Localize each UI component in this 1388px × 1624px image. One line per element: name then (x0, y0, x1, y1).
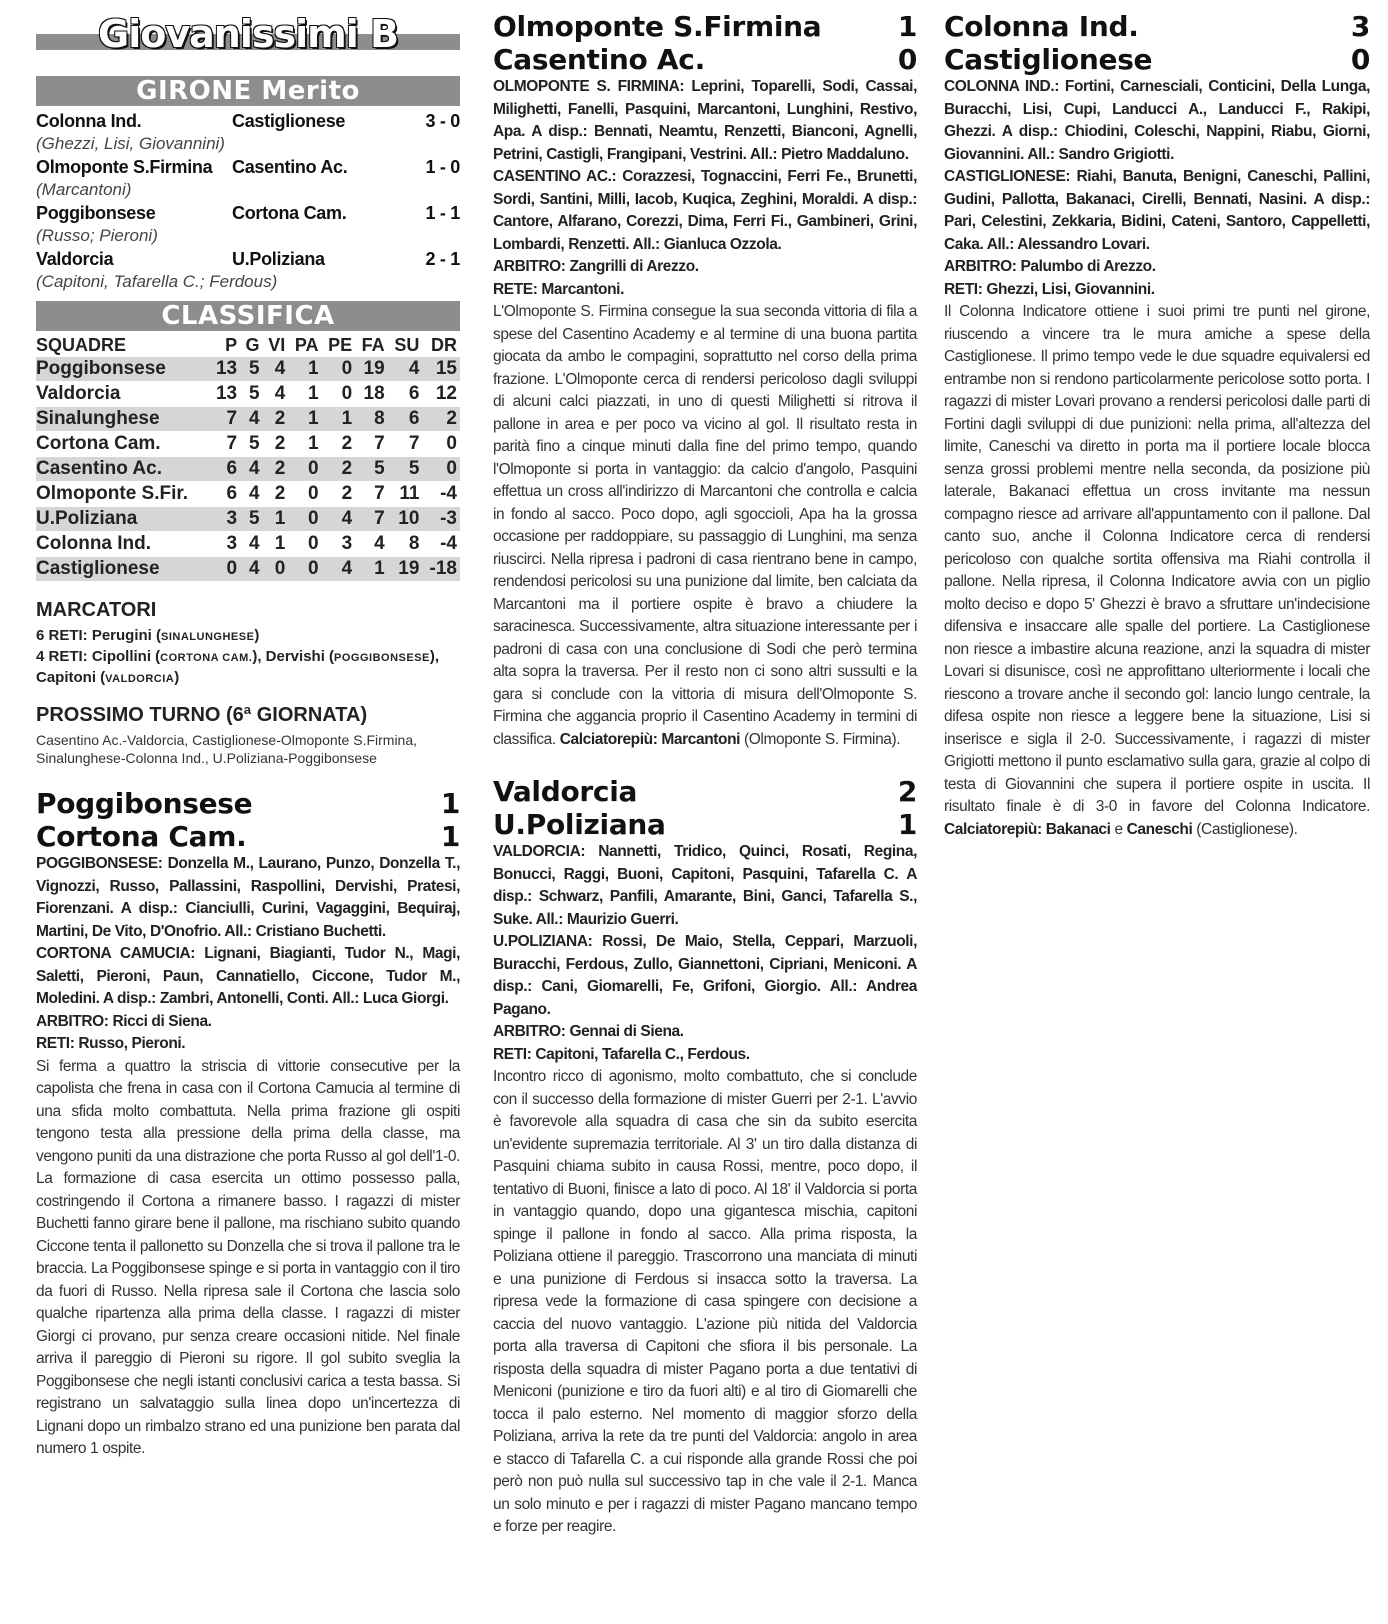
standings-row (36, 407, 460, 432)
stat-cell: 4 (240, 407, 262, 432)
stat-cell: 15 (422, 357, 460, 382)
prossimo-heading: PROSSIMO TURNO (6ª GIORNATA) (36, 704, 368, 726)
stat-cell: 4 (322, 557, 356, 582)
column-middle (493, 10, 917, 1539)
stat-cell: 10 (388, 507, 423, 532)
stat-cell: 12 (422, 382, 460, 407)
standings-row (36, 482, 460, 507)
col-header: DR (431, 334, 457, 355)
marcatori-text: ) (174, 669, 180, 686)
team-name: U.Poliziana (36, 507, 210, 532)
result-away: U.Poliziana (232, 249, 325, 269)
column-left (36, 10, 460, 1461)
result-scorers: (Ghezzi, Lisi, Giovannini) (36, 134, 225, 153)
stat-cell: 0 (288, 457, 321, 482)
home-lineup: COLONNA IND.: Fortini, Carnesciali, Conticini, Della Lunga, Buracchi, Lisi, Cupi, Landucci A., Landucci F., Rakipi, Ghezzi. A disp.: Chiodini, Coleschi, Nappini, Riabu, Giorni, Giovannini. All.: Sandro Grigiotti. (944, 78, 1370, 163)
page-title: Giovanissimi B (98, 12, 398, 56)
result-item (36, 202, 460, 247)
match-away: Cortona Cam. (36, 820, 247, 853)
stat-cell: 0 (288, 482, 321, 507)
home-lineup: POGGIBONSESE: Donzella M., Laurano, Punzo, Donzella T., Vignozzi, Russo, Pallassini, Raspollini, Dervishi, Pratesi, Fiorenzani. A disp.: Cianciulli, Curini, Vagaggini, Bequiraj, Martini, De Vito, D'Onofrio. All.: Cristiano Buchetti. (36, 855, 460, 940)
marcatori-heading: MARCATORI (36, 599, 157, 621)
standings-row (36, 357, 460, 382)
stat-cell: 1 (263, 532, 289, 557)
stat-cell: 3 (210, 532, 240, 557)
stat-cell: 4 (240, 457, 262, 482)
stat-cell: 1 (288, 382, 321, 407)
match-home: Olmoponte S.Firmina (493, 10, 822, 43)
team-name: Colonna Ind. (36, 532, 210, 557)
stat-cell: 7 (355, 482, 388, 507)
stat-cell: 8 (355, 407, 388, 432)
stat-cell: 2 (322, 457, 356, 482)
match-away-line (493, 43, 917, 76)
result-item (36, 248, 460, 293)
match-home-score: 1 (440, 787, 460, 820)
stat-cell: 6 (388, 407, 423, 432)
marcatori-team: SINALUNGHESE (161, 631, 255, 643)
stat-cell: 13 (210, 382, 240, 407)
stat-cell: 0 (210, 557, 240, 582)
match-away-score: 0 (1350, 43, 1370, 76)
marcatori-team: POGGIBONSESE (334, 652, 430, 664)
team-name: Olmoponte S.Fir. (36, 482, 210, 507)
stat-cell: 5 (240, 357, 262, 382)
stat-cell: 19 (355, 357, 388, 382)
calc-and: e (1114, 820, 1123, 838)
stat-cell: 6 (210, 482, 240, 507)
marcatori-line (36, 647, 460, 668)
match-home-line (944, 10, 1370, 43)
result-score: 3 - 0 (425, 111, 460, 131)
result-score: 2 - 1 (425, 249, 460, 269)
match-report (493, 301, 917, 751)
page-title-block (36, 12, 460, 56)
result-away: Cortona Cam. (232, 203, 347, 223)
marcatori-text: ) (254, 627, 260, 644)
team-name: Poggibonsese (36, 357, 210, 382)
match-home-line (493, 775, 917, 808)
result-item (36, 156, 460, 201)
stat-cell: 0 (422, 457, 460, 482)
away-lineup: U.POLIZIANA: Rossi, De Maio, Stella, Ceppari, Marzuoli, Buracchi, Ferdous, Zullo, Giannettoni, Cipriani, Meniconi. A disp.: Cani, Giomarelli, Fe, Grifoni, Giorgio. All.: Andrea Pagano. (493, 933, 917, 1018)
match-report: Incontro ricco di agonismo, molto combattuto, che si conclude con il successo della formazione di mister Guerri per 2-1. L'avvio è favorevole alla squadra di casa che sin da subito esercita un'evidente supremazia territoriale. Al 3' un tiro dalla distanza di Pasquini chiama subito in causa Rossi, mentre, poco dopo, il tentativo di Buoni, finisce a lato di poco. Al 18' il Valdorcia si porta in vantaggio quando, dopo una gigantesca mischia, capitoni spinge il pallone in fondo al sacco. Alla prima risposta, la Poliziana ottiene il pareggio. Trascorrono una manciata di minuti e una punizione di Ferdous si insacca sotto la traversa. La ripresa vede la formazione di casa spingere con decisione a caccia del nuovo vantaggio. L'azione più nitida del Valdorcia porta alla traversa di Capitoni che sfiora il bis personale. La risposta della squadra di mister Pagano porta a due tentativi di Meniconi (punizione e tiro da fuori alti) e al tiro di Giomarelli che tocca il palo esterno. Nel momento di maggior sforzo della Poliziana, arriva la rete da tre punti del Valdorcia: angolo in area e stacco di Tafarella C. a cui risponde alla grande Rossi che poi però non può nulla sul successivo tap in che vale il 2-1. Manca un solo minuto e per i ragazzi di mister Pagano mancano tempo e forze per reagire. (493, 1068, 917, 1535)
col-header: VI (268, 334, 286, 355)
stat-cell: 0 (288, 532, 321, 557)
team-name: Casentino Ac. (36, 457, 210, 482)
report-text: Il Colonna Indicatore ottiene i suoi primi tre punti nel girone, riuscendo a vincere tra le mura amiche a spese della Castiglionese. Il primo tempo vede le due squadre equivalersi ed entrambe non si rendono particolarmente pericolose sotto porta. I ragazzi di mister Lovari provano a rendersi pericolosi dalle parti di Fortini dagli sviluppi di due punizioni: nella prima, all'altezza del limite, Caneschi va diretto in porta ma il portiere locale blocca senza grossi problemi mentre nella seconda, da posizione più laterale, Bakanaci effettua un cross invitante ma nessun compagno riesce ad arrivare all'appuntamento con il pallone. Dal canto suo, anche il Colonna Indicatore cerca di rendersi pericoloso con qualche sortita offensiva ma Riahi controlla il pallone. Nella ripresa, il Colonna Indicatore avvia con un piglio molto deciso e dopo 5' Ghezzi è bravo a sfruttare un'indecisione difensiva e insaccare alle spalle del portiere. La Castiglionese non riesce a imbastire alcuna reazione, anzi la squadra di mister Lovari si disunisce, così ne approfittano ulteriormente i locali che riescono a trovare anche il secondo gol: lancio lungo centrale, la difesa ospite non riesce a leggere bene la situazione, Lisi si inserisce e sigla il 2-0. Successivamente, i ragazzi di mister Grigiotti mettono il punto esclamativo sulla gara, grazie al colpo di testa di Giovannini che supera il portiere ospite in uscita. Il risultato finale è di 3-0 in favore del Colonna Indicatore. (944, 303, 1370, 815)
match-away: Casentino Ac. (493, 43, 705, 76)
stat-cell: 5 (240, 382, 262, 407)
match-away-line (36, 820, 460, 853)
stat-cell: 4 (240, 557, 262, 582)
marcatori-text: Capitoni ( (36, 669, 106, 686)
stat-cell: 1 (322, 407, 356, 432)
stat-cell: 4 (263, 382, 289, 407)
stat-cell: 7 (210, 407, 240, 432)
calc-name: Caneschi (1126, 820, 1193, 838)
stat-cell: 0 (322, 382, 356, 407)
marcatori-line (36, 668, 460, 689)
marcatori-team: CORTONA CAM. (160, 652, 253, 664)
stat-cell: 5 (355, 457, 388, 482)
standings-row (36, 507, 460, 532)
away-lineup: CASTIGLIONESE: Riahi, Banuta, Benigni, Caneschi, Pallini, Gudini, Pallotta, Bakanaci, Cirelli, Bennati, Nasini. A disp.: Pari, Celestini, Zekkaria, Bidini, Cateni, Santoro, Cappelletti, Caka. All.: Alessandro Lovari. (944, 168, 1370, 253)
match-home-line (493, 10, 917, 43)
result-scorers: (Capitoni, Tafarella C.; Ferdous) (36, 272, 278, 291)
goals: RETI: Capitoni, Tafarella C., Ferdous. (493, 1045, 750, 1063)
stat-cell: 4 (240, 482, 262, 507)
result-scorers: (Marcantoni) (36, 180, 132, 199)
stat-cell: 0 (288, 507, 321, 532)
away-lineup: CASENTINO AC.: Corazzesi, Tognaccini, Ferri Fe., Brunetti, Sordi, Santini, Milli, Iacob, Kuqica, Zeghini, Moraldi. A disp.: Cantore, Alfarano, Corezzi, Dima, Ferri Fi., Gambineri, Grini, Lombardi, Renzetti. All.: Gianluca Ozzola. (493, 168, 917, 253)
stat-cell: 7 (355, 432, 388, 457)
referee: ARBITRO: Zangrilli di Arezzo. (493, 258, 699, 275)
calc-name: Marcantoni (661, 730, 741, 748)
stat-cell: 7 (210, 432, 240, 457)
stat-cell: 0 (322, 357, 356, 382)
col-header: G (245, 334, 260, 355)
stat-cell: 1 (288, 357, 321, 382)
stat-cell: 1 (288, 407, 321, 432)
marcatori-team: VALDORCIA (105, 673, 175, 685)
team-name: Valdorcia (36, 382, 210, 407)
classifica-band: CLASSIFICA (36, 301, 460, 331)
column-right (944, 10, 1370, 841)
col-header: FA (361, 334, 385, 355)
referee: ARBITRO: Palumbo di Arezzo. (944, 258, 1156, 275)
col-header: PA (294, 334, 319, 355)
match-home-score: 3 (1350, 10, 1370, 43)
col-header: P (225, 334, 238, 355)
result-item (36, 110, 460, 155)
stat-cell: 2 (263, 457, 289, 482)
marcatori-text: 4 RETI: Cipollini ( (36, 648, 161, 665)
marcatori-line (36, 626, 460, 647)
goals: RETI: Ghezzi, Lisi, Giovannini. (944, 280, 1155, 298)
stat-cell: 4 (263, 357, 289, 382)
referee: ARBITRO: Gennai di Siena. (493, 1023, 684, 1040)
standings-table (36, 333, 460, 582)
result-away: Casentino Ac. (232, 157, 348, 177)
stat-cell: 1 (355, 557, 388, 582)
match-away: Castiglionese (944, 43, 1153, 76)
stat-cell: 3 (210, 507, 240, 532)
standings-row (36, 457, 460, 482)
home-lineup: OLMOPONTE S. FIRMINA: Leprini, Toparelli, Sodi, Cassai, Milighetti, Fanelli, Pasquini, Marcantoni, Lunghini, Restivo, Apa. A disp.: Bennati, Neamtu, Renzetti, Bianconi, Agnelli, Petrini, Castigli, Frangipani, Vestrini. All.: Pietro Maddaluno. (493, 78, 917, 163)
match-report: Si ferma a quattro la striscia di vittorie consecutive per la capolista che frena in casa con il Cortona Camucia al termine di una sfida molto combattuta. Nella prima frazione gli ospiti tengono testa alla pressione della prima della classe, ma vengono puniti da una distrazione che porta Russo al gol dell'1-0. La formazione di casa esercita un ottimo possesso palla, costringendo il Cortona a rimanere basso. I ragazzi di mister Buchetti fanno girare bene il pallone, ma rischiano subito quando Ciccone tenta il pallonetto su Donzella che si trova il pallone tra le braccia. La Poggibonsese spinge e si porta in vantaggio con il tiro da fuori di Russo. Nella ripresa sale il Cortona che lascia solo qualche ripartenza alla prima della classe. I ragazzi di mister Giorgi ci provano, pur senza creare occasioni nitide. Nel finale arriva il pareggio di Pieroni su rigore. Il gol subito sveglia la Poggibonsese che negli istanti conclusivi carica a testa bassa. Si registrano un salvataggio sulla linea dopo un'incertezza di Lignani dopo un rimbalzo strano ed una punizione ben parata dal numero 1 ospite. (36, 1057, 460, 1457)
team-name: Sinalunghese (36, 407, 210, 432)
stat-cell: 2 (263, 482, 289, 507)
match-vald (493, 775, 917, 1539)
result-home: Olmoponte S.Firmina (36, 157, 213, 177)
stat-cell: 5 (240, 507, 262, 532)
calc-name: Bakanaci (1045, 820, 1111, 838)
match-home: Colonna Ind. (944, 10, 1139, 43)
stat-cell: 6 (210, 457, 240, 482)
prossimo-text: Casentino Ac.-Valdorcia, Castiglionese-Olmoponte S.Firmina, Sinalunghese-Colonna Ind., U.Poliziana-Poggibonsese (36, 732, 418, 766)
marcatori-text: ), Dervishi ( (252, 648, 335, 665)
match-home-line (36, 787, 460, 820)
stat-cell: 0 (288, 557, 321, 582)
standings-row (36, 532, 460, 557)
stat-cell: 18 (355, 382, 388, 407)
stat-cell: 2 (322, 432, 356, 457)
results-list (36, 110, 460, 293)
stat-cell: 0 (422, 432, 460, 457)
referee: ARBITRO: Ricci di Siena. (36, 1012, 212, 1030)
goals: RETI: Russo, Pieroni. (36, 1035, 186, 1052)
match-away-score: 0 (897, 43, 917, 76)
match-home: Poggibonsese (36, 787, 253, 820)
calc-label: Calciatorepiù: (944, 820, 1042, 838)
col-header: PE (328, 334, 353, 355)
stat-cell: 4 (240, 532, 262, 557)
result-home: Poggibonsese (36, 203, 156, 223)
calc-team: (Olmoponte S. Firmina). (744, 730, 901, 748)
match-home: Valdorcia (493, 775, 638, 808)
calc-label: Calciatorepiù: (559, 730, 658, 748)
col-header: SU (394, 334, 420, 355)
stat-cell: 1 (288, 432, 321, 457)
stat-cell: 5 (388, 457, 423, 482)
team-name: Castiglionese (36, 557, 210, 582)
col-header: SQUADRE (36, 334, 127, 355)
match-home-score: 1 (897, 10, 917, 43)
stat-cell: 4 (322, 507, 356, 532)
stat-cell: 4 (355, 532, 388, 557)
stat-cell: 2 (263, 407, 289, 432)
result-away: Castiglionese (232, 111, 346, 131)
result-score: 1 - 1 (425, 203, 460, 223)
stat-cell: -3 (422, 507, 460, 532)
match-away-line (493, 808, 917, 841)
stat-cell: 0 (263, 557, 289, 582)
stat-cell: 6 (388, 382, 423, 407)
result-score: 1 - 0 (425, 157, 460, 177)
home-lineup: VALDORCIA: Nannetti, Tridico, Quinci, Rosati, Regina, Bonucci, Raggi, Buoni, Capitoni, Pasquini, Tafarella C. A disp.: Schwarz, Panfili, Amarante, Bini, Ganci, Tafarella S., Suke. All.: Maurizio Guerri. (493, 843, 917, 928)
report-text: L'Olmoponte S. Firmina consegue la sua seconda vittoria di fila a spese del Casentino Academy e al termine di una buona partita giocata da ambo le compagini, soprattutto nel corso della prima frazione. L'Olmoponte cerca di rendersi pericoloso dagli sviluppi di alcuni calci piazzati, in uno di questi Milighetti si ritrova il pallone in area e per poco va vicino al gol. Il risultato resta in parità fino a cinque minuti dalla fine del primo tempo, quando l'Olmoponte si porta in vantaggio: da calcio d'angolo, Pasquini effettua un cross all'indirizzo di Marcantoni che controlla e calcia in fondo al sacco. Poco dopo, agli sgoccioli, Apa ha la grossa occasione per raddoppiare, su passaggio di Lunghini, ma senza riuscirci. Nella ripresa i padroni di casa rientrano bene in campo, rendendosi pericolosi su una punizione dal limite, ben calciata da Marcantoni ma il portiere ospite è bravo a chiudere la saracinesca. Successivamente, altra situazione interessante per i padroni di casa con una conclusione di Sodi che però termina alta sopra la traversa. Per il resto non ci sono altri sussulti e la gara si conclude con la vittoria di misura dell'Olmoponte S. Firmina che aggancia proprio il Casentino Academy in termini di classifica. (493, 303, 917, 748)
away-lineup: CORTONA CAMUCIA: Lignani, Biagianti, Tudor N., Magi, Saletti, Pieroni, Paun, Cannatiello, Ciccone, Tudor M., Moledini. A disp.: Zambri, Antonelli, Conti. All.: Luca Giorgi. (36, 945, 460, 1007)
match-away-score: 1 (897, 808, 917, 841)
stat-cell: 2 (263, 432, 289, 457)
standings-header (36, 333, 460, 357)
result-home: Colonna Ind. (36, 111, 142, 131)
stat-cell: 5 (240, 432, 262, 457)
match-pogg (36, 787, 460, 1461)
stat-cell: -4 (422, 482, 460, 507)
team-name: Cortona Cam. (36, 432, 210, 457)
stat-cell: -4 (422, 532, 460, 557)
stat-cell: 8 (388, 532, 423, 557)
match-home-score: 2 (897, 775, 917, 808)
stat-cell: 13 (210, 357, 240, 382)
standings-body (36, 357, 460, 582)
marcatori-text: ), (429, 648, 440, 665)
match-away-score: 1 (440, 820, 460, 853)
stat-cell: 1 (263, 507, 289, 532)
match-colo (944, 10, 1370, 841)
result-home: Valdorcia (36, 249, 114, 269)
stat-cell: 11 (388, 482, 423, 507)
marcatori-text: 6 RETI: Perugini ( (36, 627, 162, 644)
girone-band: GIRONE Merito (36, 76, 460, 106)
stat-cell: 2 (422, 407, 460, 432)
stat-cell: 7 (355, 507, 388, 532)
marcatori-list (36, 626, 460, 689)
stat-cell: 7 (388, 432, 423, 457)
stat-cell: 19 (388, 557, 423, 582)
match-olmo (493, 10, 917, 751)
match-away: U.Poliziana (493, 808, 666, 841)
standings-row (36, 432, 460, 457)
stat-cell: 4 (388, 357, 423, 382)
match-report (944, 301, 1370, 841)
calc-team: (Castiglionese). (1196, 820, 1298, 838)
match-away-line (944, 43, 1370, 76)
standings-row (36, 382, 460, 407)
stat-cell: 3 (322, 532, 356, 557)
stat-cell: -18 (422, 557, 460, 582)
standings-row (36, 557, 460, 582)
stat-cell: 2 (322, 482, 356, 507)
goals: RETE: Marcantoni. (493, 280, 624, 298)
result-scorers: (Russo; Pieroni) (36, 226, 158, 245)
